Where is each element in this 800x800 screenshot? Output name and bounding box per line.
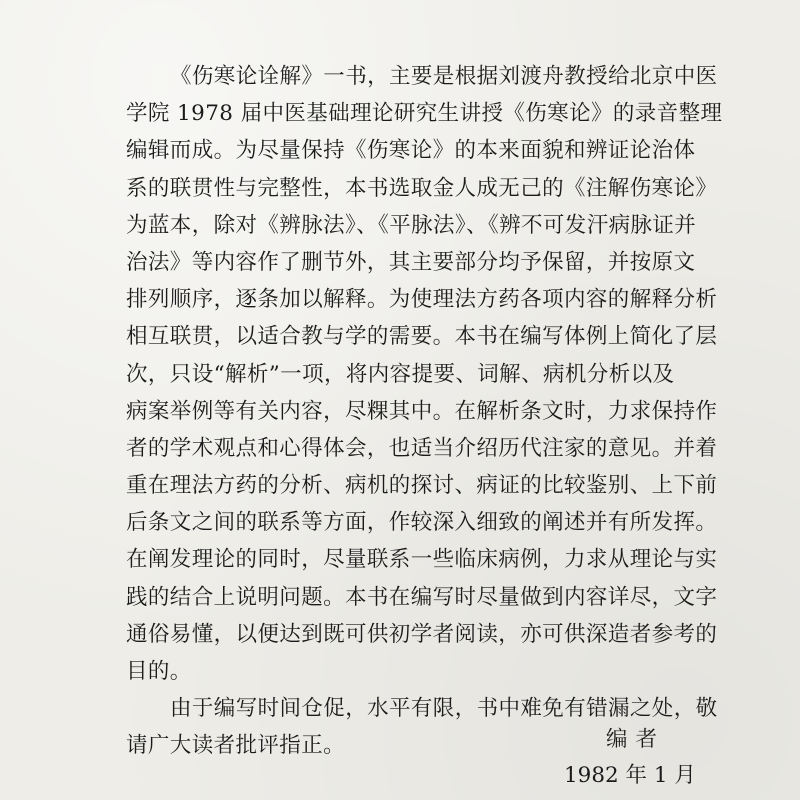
date: 1982 年 1 月: [564, 763, 696, 788]
text-line: 相互联贯，以适合教与学的需要。本书在编写体例上简化了层: [126, 324, 718, 350]
text-line: 治法》等内容作了删节外，其主要部分均予保留，并按原文: [126, 249, 696, 275]
preface-text: [126, 58, 723, 765]
text-line: 由于编写时间仓促，水平有限，书中难免有错漏之处，敬: [170, 696, 718, 722]
text-line: 重在理法方药的分析、病机的探讨、病证的比较鉴别、上下前: [126, 473, 718, 499]
text-line: 通俗易懂，以便达到既可供初学者阅读，亦可供深造者参考的: [126, 621, 718, 647]
text-line: 者的学术观点和心得体会，也适当介绍历代注家的意见。并着: [126, 435, 718, 461]
text-line: 在阐发理论的同时，尽量联系一些临床病例，力求从理论与实: [126, 547, 718, 573]
text-line: 病案举例等有关内容，尽粿其中。在解析条文时，力求保持作: [126, 398, 718, 424]
text-line: 《伤寒论诠解》一书，主要是根据刘渡舟教授给北京中医: [170, 64, 718, 89]
text-line: 学院 1978 届中医基础理论研究生讲授《伤寒论》的录音整理: [126, 101, 723, 127]
text-line: 编辑而成。为尽量保持《伤寒论》的本来面貌和辨证论治体: [126, 138, 696, 164]
text-line: 排列顺序，逐条加以解释。为使理法方药各项内容的解释分析: [126, 287, 718, 313]
text-line: 为蓝本，除对《辨脉法》、《平脉法》、《辨不可发汗病脉证并: [126, 212, 697, 238]
text-line: 践的结合上说明问题。本书在编写时尽量做到内容详尽，文字: [126, 584, 718, 610]
text-line: 次，只设“解析”一项，将内容提要、词解、病机分析以及: [126, 361, 675, 387]
signature: 编者: [606, 727, 666, 752]
text-line: 系的联贯性与完整性，本书选取金人成无己的《注解伤寒论》: [126, 175, 718, 201]
text-line: 请广大读者批评指正。: [126, 733, 346, 759]
text-line: 后条文之间的联系等方面，作较深入细致的阐述并有所发挥。: [126, 510, 718, 536]
text-line: 目的。: [126, 659, 192, 684]
